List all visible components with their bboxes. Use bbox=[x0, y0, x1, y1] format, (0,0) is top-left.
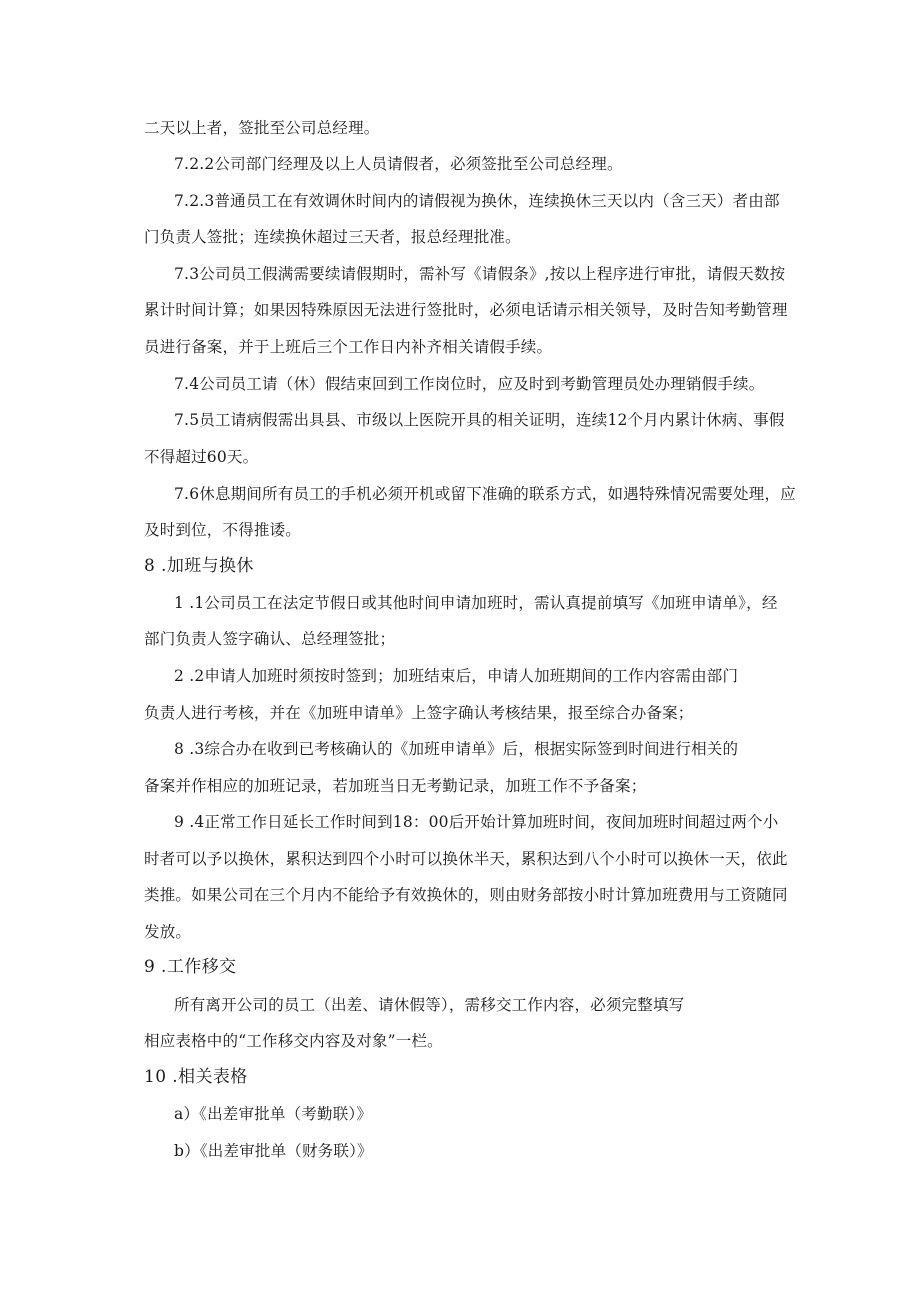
paragraph-line: 所有离开公司的员工（出差、请休假等），需移交工作内容，必须完整填写 bbox=[174, 996, 685, 1014]
list-item: b）《出差审批单（财务联）》 bbox=[174, 1142, 373, 1160]
paragraph-line: 时者可以予以换休，累积达到四个小时可以换休半天，累积达到八个小时可以换休一天，依此 bbox=[144, 850, 788, 868]
paragraph-line: 7.2.2公司部门经理及以上人员请假者，必须签批至公司总经理。 bbox=[174, 155, 623, 173]
paragraph-line: 发放。 bbox=[144, 923, 192, 941]
paragraph-line: 备案并作相应的加班记录，若加班当日无考勤记录，加班工作不予备案； bbox=[144, 777, 647, 795]
paragraph-line: 负责人进行考核，并在《加班申请单》上签字确认考核结果，报至综合办备案； bbox=[144, 704, 694, 722]
section-heading: 9 .工作移交 bbox=[144, 957, 237, 977]
list-item: a）《出差审批单（考勤联）》 bbox=[174, 1105, 373, 1123]
paragraph-line: 1 .1公司员工在法定节假日或其他时间申请加班时，需认真提前填写《加班申请单》，经 bbox=[174, 594, 778, 612]
paragraph-line: 7.5员工请病假需出具县、市级以上医院开具的相关证明，连续12个月内累计休病、事假 bbox=[174, 411, 785, 429]
paragraph-line: 类推。如果公司在三个月内不能给予有效换休的，则由财务部按小时计算加班费用与工资随同 bbox=[144, 886, 788, 904]
paragraph-line: 累计时间计算；如果因特殊原因无法进行签批时，必须电话请示相关领导，及时告知考勤管理 bbox=[144, 301, 788, 319]
paragraph-line: 不得超过60天。 bbox=[144, 448, 259, 466]
paragraph-line: 7.2.3普通员工在有效调休时间内的请假视为换休，连续换休三天以内（含三天）者由部 bbox=[174, 192, 780, 210]
paragraph-line: 2 .2申请人加班时须按时签到；加班结束后，申请人加班期间的工作内容需由部门 bbox=[174, 667, 739, 685]
section-heading: 10 .相关表格 bbox=[144, 1067, 248, 1087]
paragraph-line: 9 .4正常工作日延长工作时间到18：00后开始计算加班时间，夜间加班时间超过两个小 bbox=[174, 813, 779, 831]
paragraph-line: 及时到位，不得推诿。 bbox=[144, 521, 302, 539]
paragraph-line: 员进行备案，并于上班后三个工作日内补齐相关请假手续。 bbox=[144, 338, 553, 356]
paragraph-line: 二天以上者，签批至公司总经理。 bbox=[144, 119, 380, 137]
paragraph-line: 部门负责人签字确认、总经理签批； bbox=[144, 630, 396, 648]
section-heading: 8 .加班与换休 bbox=[144, 556, 254, 576]
paragraph-line: 相应表格中的“工作移交内容及对象”一栏。 bbox=[144, 1032, 443, 1050]
paragraph-line: 7.3公司员工假满需要续请假期时，需补写《请假条》,按以上程序进行审批，请假天数按 bbox=[174, 265, 786, 283]
paragraph-line: 7.4公司员工请（休）假结束回到工作岗位时，应及时到考勤管理员处办理销假手续。 bbox=[174, 375, 765, 393]
paragraph-line: 8 .3综合办在收到已考核确认的《加班申请单》后，根据实际签到时间进行相关的 bbox=[174, 740, 739, 758]
paragraph-line: 门负责人签批；连续换休超过三天者，报总经理批准。 bbox=[144, 228, 521, 246]
paragraph-line: 7.6休息期间所有员工的手机必须开机或留下准确的联系方式，如遇特殊情况需要处理，应 bbox=[174, 485, 796, 503]
